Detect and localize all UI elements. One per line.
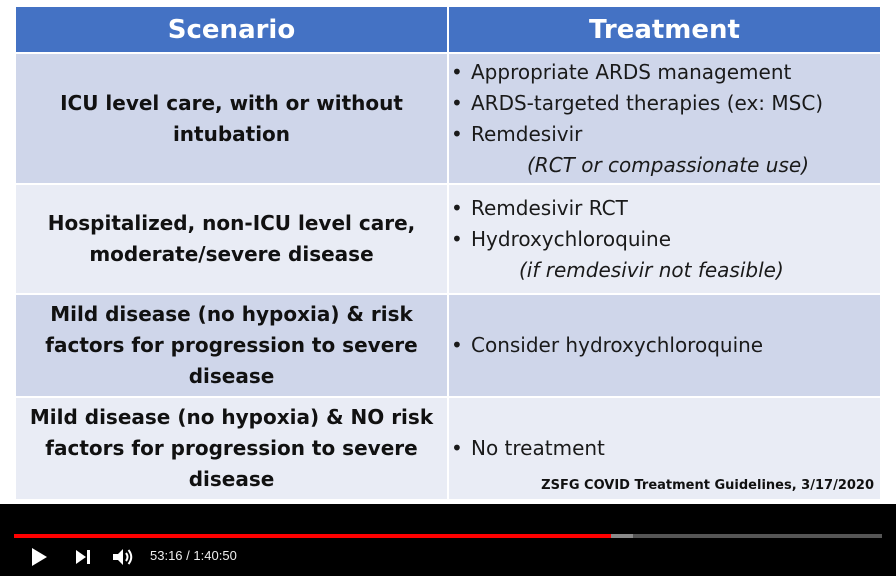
header-treatment: Treatment: [448, 6, 881, 53]
scenario-line: factors for progression to severe: [45, 436, 418, 460]
treatment-item: • Remdesivir: [449, 119, 880, 150]
duration: 1:40:50: [193, 548, 237, 563]
source-citation: ZSFG COVID Treatment Guidelines, 3/17/2020: [541, 478, 874, 493]
play-icon: [30, 547, 48, 567]
treatment-list: [449, 57, 880, 150]
header-scenario: Scenario: [15, 6, 448, 53]
treatment-item: • No treatment: [449, 433, 880, 464]
current-time: 53:16: [150, 548, 183, 563]
time-separator: /: [186, 548, 190, 563]
treatment-note: (RCT or compassionate use): [527, 152, 809, 177]
treatment-cell: [448, 294, 881, 397]
play-button[interactable]: [28, 546, 50, 568]
treatment-list: [449, 433, 880, 464]
scenario-line: disease: [188, 364, 275, 388]
treatment-item: • Consider hydroxychloroquine: [449, 330, 880, 361]
table-row: [15, 184, 881, 294]
treatment-item: • Hydroxychloroquine: [449, 224, 880, 255]
treatment-item: • Remdesivir RCT: [449, 193, 880, 224]
next-button[interactable]: [72, 546, 94, 568]
treatment-item: • Appropriate ARDS management: [449, 57, 880, 88]
treatment-table: [14, 5, 882, 501]
treatment-item: • ARDS-targeted therapies (ex: MSC): [449, 88, 880, 119]
time-display: [150, 548, 237, 563]
volume-button[interactable]: [110, 546, 136, 568]
scenario-line: intubation: [172, 121, 291, 146]
played-bar: [14, 534, 611, 538]
scenario-line: Hospitalized, non-ICU level care,: [47, 211, 416, 235]
scenario-cell: [15, 53, 448, 184]
treatment-cell: [448, 53, 881, 184]
scenario-cell: [15, 294, 448, 397]
scenario-cell: [15, 397, 448, 500]
table-row: [15, 294, 881, 397]
table-header-row: [15, 6, 881, 53]
treatment-note: (if remdesivir not feasible): [519, 257, 784, 282]
scenario-cell: [15, 184, 448, 294]
treatment-list: [449, 330, 880, 361]
next-icon: [74, 548, 92, 566]
progress-bar[interactable]: [14, 534, 882, 538]
treatment-list: [449, 193, 880, 255]
scenario-line: moderate/severe disease: [89, 242, 374, 266]
volume-icon: [111, 546, 135, 568]
video-controls: [0, 504, 896, 576]
scenario-line: disease: [188, 467, 275, 491]
scenario-line: Mild disease (no hypoxia) & NO risk: [29, 405, 434, 429]
scenario-line: Mild disease (no hypoxia) & risk: [50, 302, 413, 326]
table-row: [15, 53, 881, 184]
treatment-cell: [448, 184, 881, 294]
scenario-line: ICU level care, with or without: [60, 90, 403, 115]
scenario-line: factors for progression to severe: [45, 333, 418, 357]
